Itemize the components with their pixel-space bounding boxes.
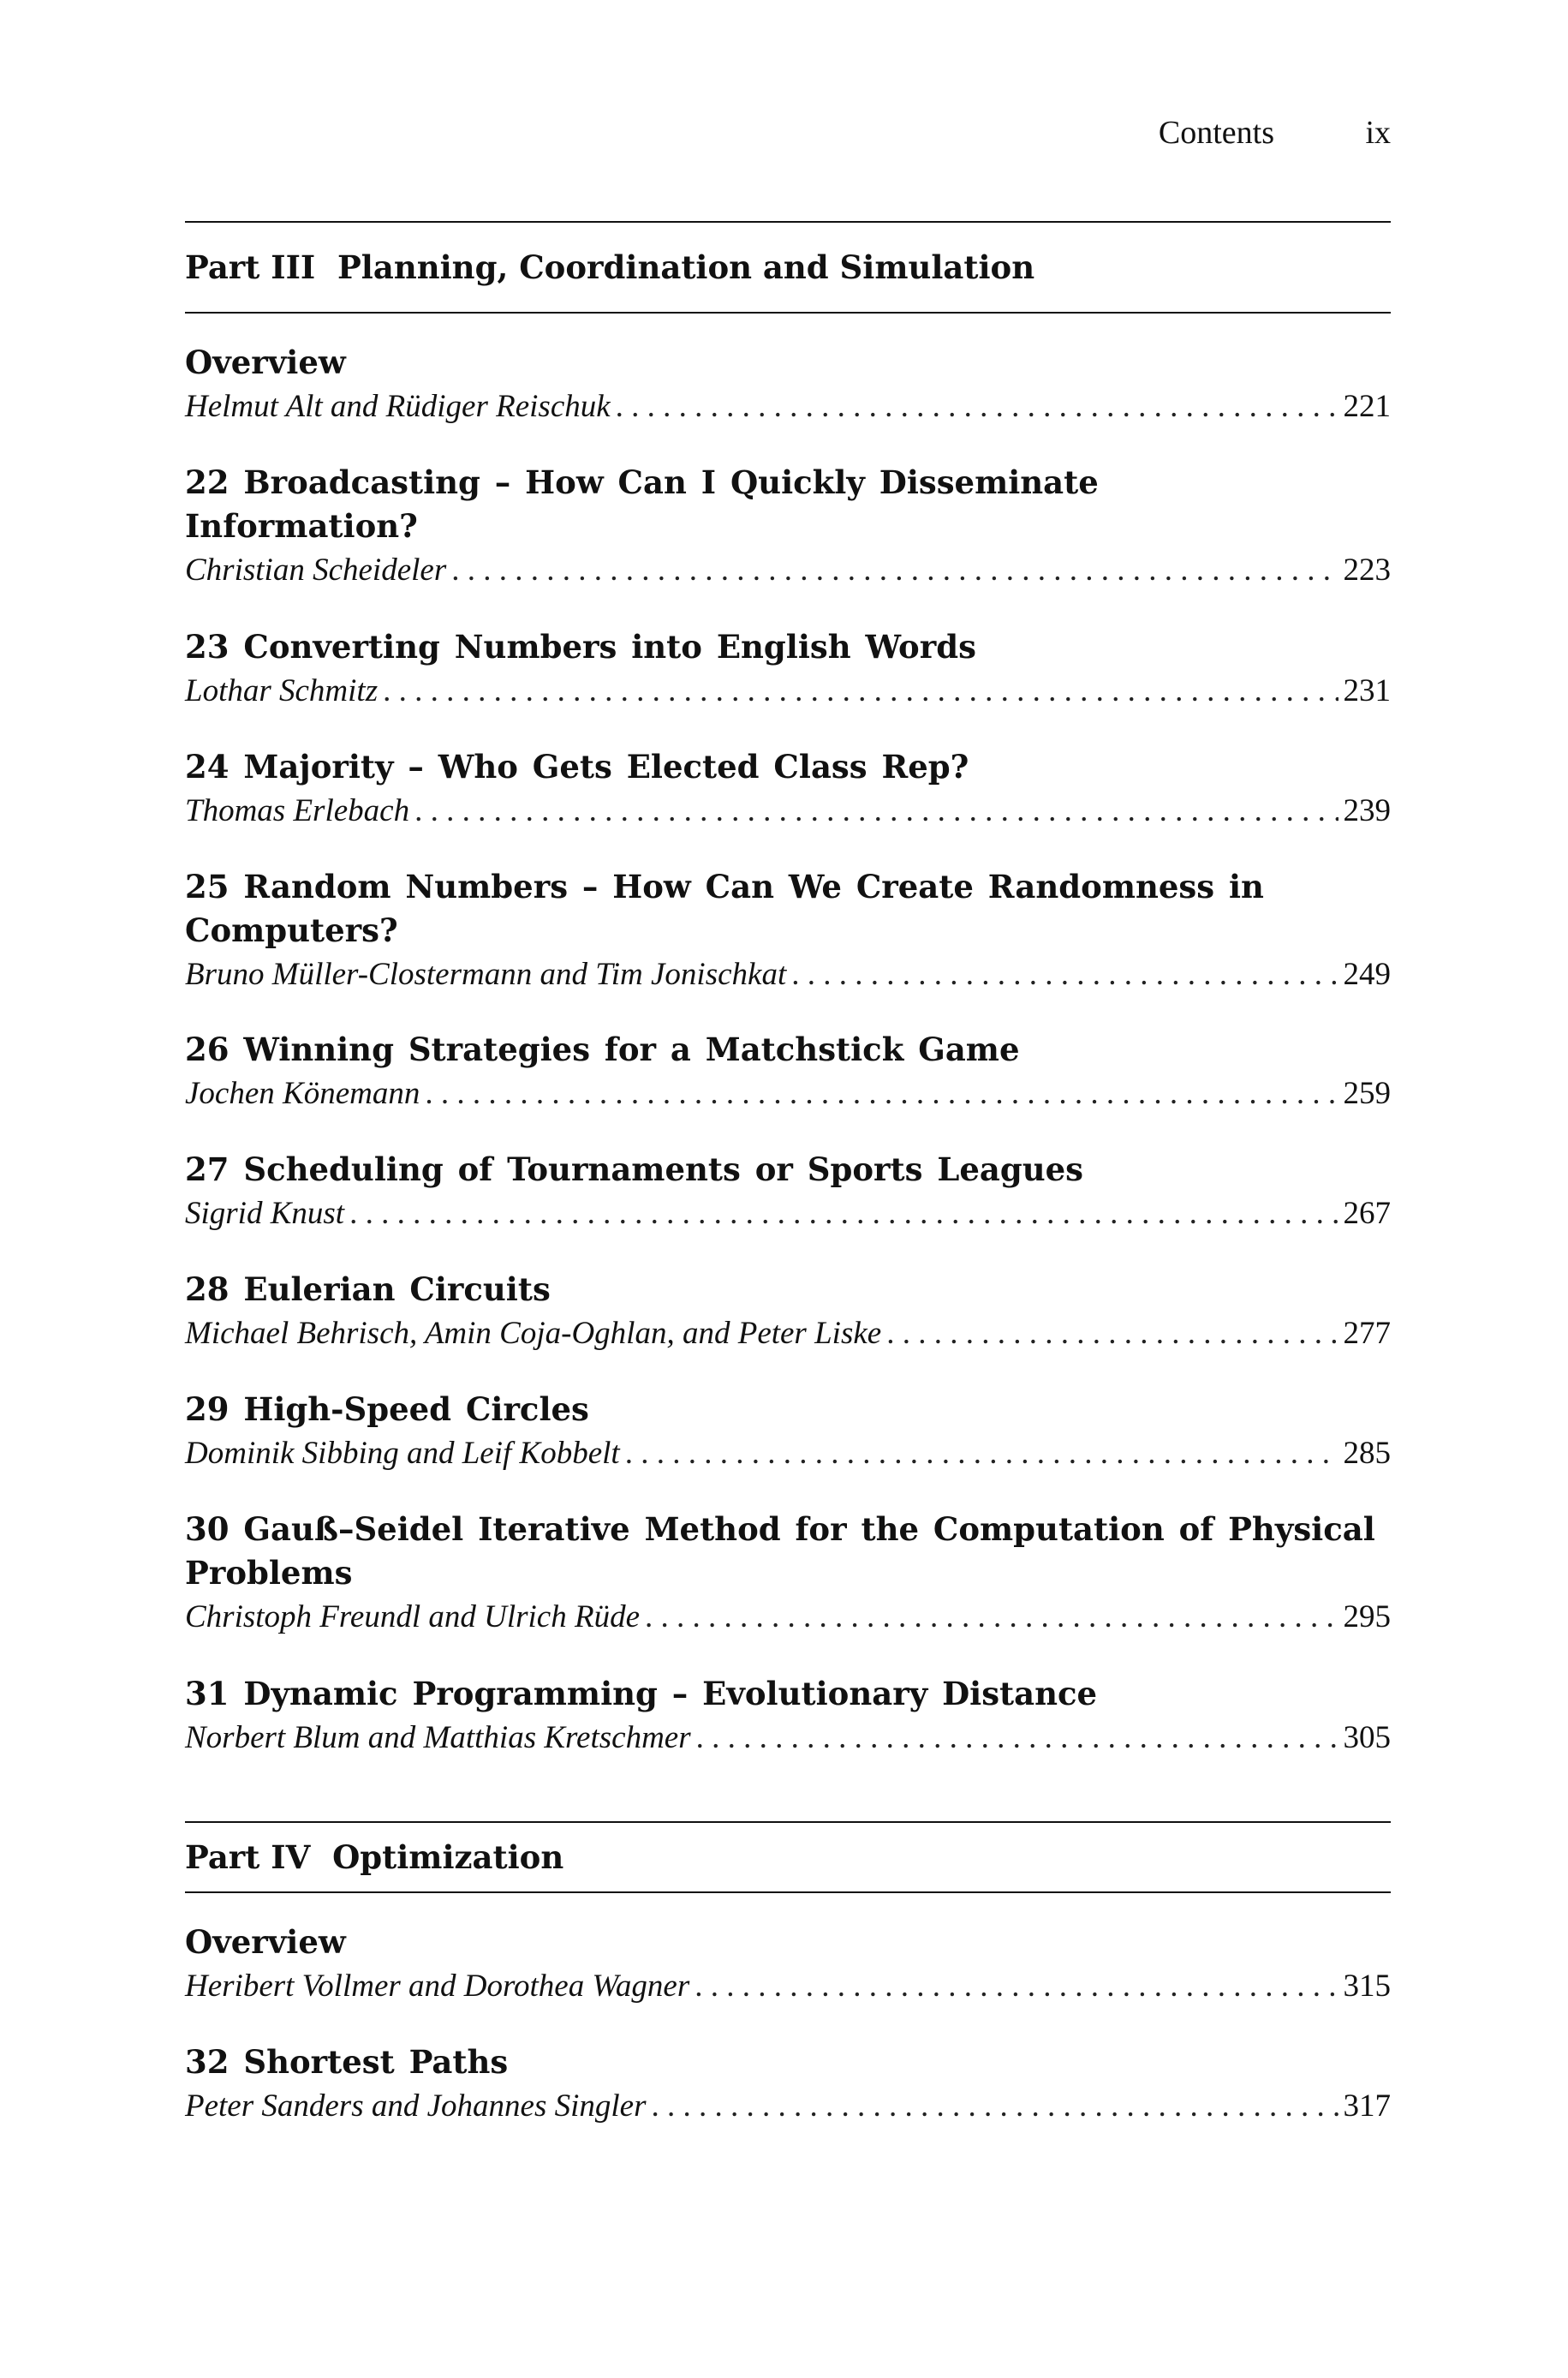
entry-authors: Bruno Müller-Clostermann and Tim Jonischkat — [185, 957, 787, 992]
entry-title[interactable]: 31 Dynamic Programming – Evolutionary Distance — [185, 1675, 1098, 1712]
entry-title[interactable]: 26 Winning Strategies for a Matchstick Game — [185, 1031, 1020, 1068]
entry-title[interactable]: 24 Majority – Who Gets Elected Class Rep? — [185, 748, 969, 786]
entry-authors: Norbert Blum and Matthias Kretschmer — [185, 1720, 691, 1755]
entry-page-number[interactable]: 295 — [1343, 1599, 1391, 1634]
dot-leader — [414, 789, 1338, 833]
toc-entry[interactable] — [185, 341, 1391, 429]
entry-page-number[interactable]: 317 — [1343, 2088, 1391, 2124]
toc-entry[interactable] — [185, 2040, 1391, 2129]
toc-entry[interactable] — [185, 1148, 1391, 1236]
entry-authors: Michael Behrisch, Amin Coja-Oghlan, and Peter Liske — [185, 1316, 882, 1351]
entry-author-line — [185, 1716, 1391, 1760]
dot-leader — [349, 1192, 1338, 1236]
entry-author-line — [185, 1311, 1391, 1356]
entry-title[interactable]: 29 High-Speed Circles — [185, 1390, 589, 1428]
toc-entry[interactable] — [185, 1921, 1391, 2009]
dot-leader — [651, 2084, 1338, 2129]
entry-title[interactable]: 25 Random Numbers – How Can We Create Randomness in Computers? — [185, 868, 1264, 949]
part-label: Part IV — [185, 1838, 311, 1876]
entry-authors: Peter Sanders and Johannes Singler — [185, 2088, 647, 2124]
entry-author-line — [185, 1964, 1391, 2009]
entry-page-number[interactable]: 231 — [1343, 673, 1391, 708]
dot-leader — [695, 1964, 1338, 2009]
entry-title[interactable]: Overview — [185, 1923, 346, 1961]
entry-author-line — [185, 789, 1391, 833]
toc-entry[interactable] — [185, 461, 1391, 593]
part-label: Part III — [185, 248, 316, 286]
part-bottom-rule — [185, 312, 1391, 314]
part-name: Planning, Coordination and Simulation — [337, 248, 1035, 286]
entry-authors: Sigrid Knust — [185, 1196, 345, 1231]
entry-authors: Lothar Schmitz — [185, 673, 379, 708]
toc-entry[interactable] — [185, 625, 1391, 714]
running-header — [185, 114, 1391, 157]
part-heading — [185, 221, 1391, 314]
entry-page-number[interactable]: 249 — [1343, 957, 1391, 992]
toc-entry[interactable] — [185, 1508, 1391, 1640]
entry-title[interactable]: 23 Converting Numbers into English Words — [185, 628, 976, 666]
dot-leader — [791, 953, 1338, 997]
dot-leader — [616, 385, 1338, 429]
part-bottom-rule — [185, 1891, 1391, 1893]
entry-page-number[interactable]: 259 — [1343, 1076, 1391, 1111]
toc-entry[interactable] — [185, 865, 1391, 997]
entry-author-line — [185, 1192, 1391, 1236]
entry-authors: Heribert Vollmer and Dorothea Wagner — [185, 1969, 690, 2004]
entry-authors: Christoph Freundl and Ulrich Rüde — [185, 1599, 640, 1634]
entry-title[interactable]: 32 Shortest Paths — [185, 2043, 509, 2081]
dot-leader — [886, 1311, 1338, 1356]
entry-author-line — [185, 385, 1391, 429]
dot-leader — [625, 1431, 1338, 1476]
entry-page-number[interactable]: 239 — [1343, 793, 1391, 828]
entry-authors: Christian Scheideler — [185, 553, 447, 588]
entry-title[interactable]: 22 Broadcasting – How Can I Quickly Disseminate Information? — [185, 463, 1099, 545]
page-number: ix — [1365, 115, 1391, 151]
dot-leader — [696, 1716, 1338, 1760]
entry-title[interactable]: Overview — [185, 344, 346, 381]
toc-entry[interactable] — [185, 1028, 1391, 1116]
entry-authors: Helmut Alt and Rüdiger Reischuk — [185, 389, 611, 424]
entry-authors: Dominik Sibbing and Leif Kobbelt — [185, 1436, 620, 1471]
entry-author-line — [185, 548, 1391, 593]
entry-author-line — [185, 669, 1391, 714]
entry-authors: Jochen Könemann — [185, 1076, 420, 1111]
part-heading — [185, 1821, 1391, 1893]
dot-leader — [645, 1595, 1338, 1640]
entry-authors: Thomas Erlebach — [185, 793, 410, 828]
dot-leader — [451, 548, 1338, 593]
entry-author-line — [185, 1595, 1391, 1640]
entry-page-number[interactable]: 223 — [1343, 553, 1391, 588]
toc-entry[interactable] — [185, 745, 1391, 833]
entry-author-line — [185, 2084, 1391, 2129]
entry-page-number[interactable]: 277 — [1343, 1316, 1391, 1351]
toc-entry[interactable] — [185, 1388, 1391, 1476]
toc-entry[interactable] — [185, 1672, 1391, 1760]
entry-title[interactable]: 30 Gauß–Seidel Iterative Method for the Computation of Physical Problems — [185, 1510, 1375, 1592]
part-title — [185, 1823, 1391, 1891]
entry-page-number[interactable]: 267 — [1343, 1196, 1391, 1231]
dot-leader — [383, 669, 1338, 714]
entry-author-line — [185, 1431, 1391, 1476]
entry-page-number[interactable]: 305 — [1343, 1720, 1391, 1755]
entry-page-number[interactable]: 221 — [1343, 389, 1391, 424]
running-header-title: Contents — [1158, 115, 1274, 151]
entry-title[interactable]: 28 Eulerian Circuits — [185, 1270, 551, 1308]
toc-entry[interactable] — [185, 1268, 1391, 1356]
entry-author-line — [185, 1072, 1391, 1116]
part-title — [185, 223, 1391, 312]
entry-page-number[interactable]: 285 — [1343, 1436, 1391, 1471]
part-name: Optimization — [332, 1838, 564, 1876]
dot-leader — [425, 1072, 1338, 1116]
entry-page-number[interactable]: 315 — [1343, 1969, 1391, 2004]
entry-title[interactable]: 27 Scheduling of Tournaments or Sports Leagues — [185, 1150, 1083, 1188]
entry-author-line — [185, 953, 1391, 997]
